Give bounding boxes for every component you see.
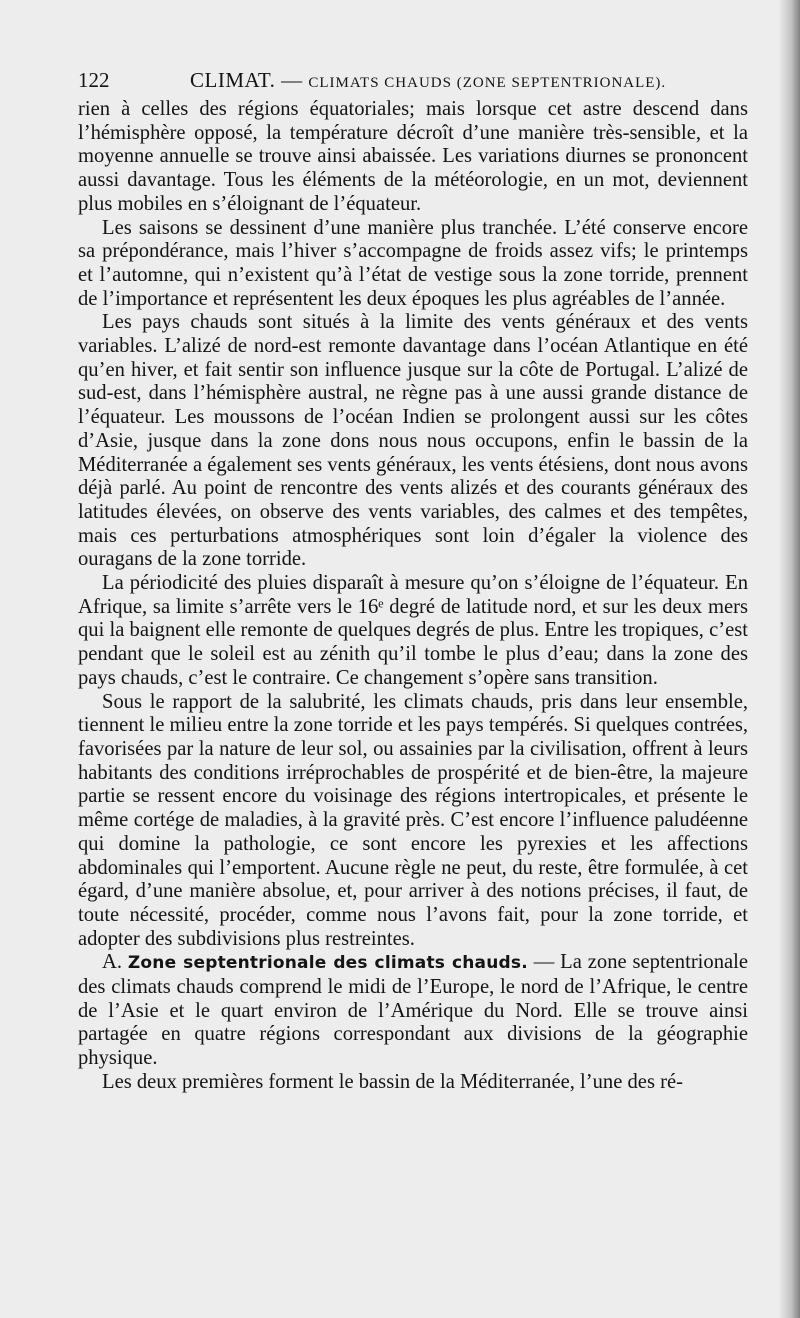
paragraph-salubrity: Sous le rapport de la salubrité, les climats chauds, pris dans leur ensemble, tiennent le milieu entre la zone torride et les pays tempérés. Si quelques contrées, favorisées par la nature de leur sol, ou assainies par la civilisation, offrent à leurs habitants des conditions irréprochables de prospérité et de bien-être, la majeure partie se ressent encore du voisinage des régions intertropicales, et présente le même cortége de maladies, à la gravité près. C’est encore l’influence paludéenne qui domine la pathologie, ce sont encore les pyrexies et les affections abdominales qui l’emportent. Aucune règle ne peut, du reste, être formulée, à cet égard, d’une manière absolue, et, pour arriver à des notions précises, il faut, de toute nécessité, procéder, comme nous l’avons fait, pour la zone torride, et adopter des subdivisions plus restreintes. [78, 690, 748, 950]
section-letter: A. [102, 951, 128, 974]
paragraph-section-a [78, 951, 748, 1071]
section-title: Zone septentrionale des climats chauds. [127, 953, 528, 974]
paragraph-seasons: Les saisons se dessinent d’une manière plus tranchée. L’été conserve encore sa prépondérance, mais l’hiver s’accompagne de froids assez vifs; le printemps et l’automne, qui n’existent qu’à l’état de vestige sous la zone torride, prennent de l’importance et représentent les deux époques les plus agréables de l’année. [78, 216, 748, 310]
running-head-sub: CLIMATS CHAUDS (ZONE SEPTENTRIONALE). [308, 75, 667, 91]
paragraph-continued: rien à celles des régions équatoriales; mais lorsque cet astre descend dans l’hémisphère opposé, la température décroît d’une manière très-sensible, et la moyenne annuelle se trouve ainsi abaissée. Les variations diurnes se prononcent aussi davantage. Tous les éléments de la météorologie, en un mot, deviennent plus mobiles en s’éloignant de l’équateur. [78, 98, 748, 215]
paragraph-rains: La périodicité des pluies disparaît à mesure qu’on s’éloigne de l’équateur. En Afrique, sa limite s’arrête vers le 16ᵉ degré de latitude nord, et sur les deux mers qui la baignent elle remonte de quelques degrés de plus. Entre les tropiques, c’est pendant que le soleil est au zénith qu’il tombe le plus d’eau; dans la zone des pays chauds, c’est le contraire. Ce changement s’opère sans transition. [78, 572, 748, 689]
section-text: — La zone septentrionale des climats chauds comprend le midi de l’Europe, le nord de l’Afrique, le centre de l’Asie et le quart environ de l’Amérique du Nord. Elle se trouve ainsi partagée en quatre régions correspondant aux divisions de la géographie physique. [78, 951, 748, 1070]
body-text [78, 98, 748, 1095]
running-head-main: CLIMAT. — [190, 68, 309, 92]
page-header [78, 68, 738, 96]
paragraph-last: Les deux premières forment le bassin de la Méditerranée, l’une des ré- [102, 1070, 683, 1093]
running-head [190, 68, 666, 93]
page-number: 122 [78, 68, 110, 92]
paragraph-winds: Les pays chauds sont situés à la limite des vents généraux et des vents variables. L’alizé de nord-est remonte davantage dans l’océan Atlantique en été qu’en hiver, et fait sentir son influence jusque sur la côte de Portugal. L’alizé de sud-est, dans l’hémisphère austral, ne règne pas à une aussi grande distance de l’équateur. Les moussons de l’océan Indien se prolongent aussi sur les côtes d’Asie, jusque dans la zone dons nous nous occupons, enfin le bassin de la Méditerranée a également ses vents généraux, les vents étésiens, dont nous avons déjà parlé. Au point de rencontre des vents alizés et des courants généraux des latitudes élevées, on observe des vents variables, des calmes et des tempêtes, mais ces perturbations atmosphériques sont loin d’égaler la violence des ouragans de la zone torride. [78, 311, 748, 571]
